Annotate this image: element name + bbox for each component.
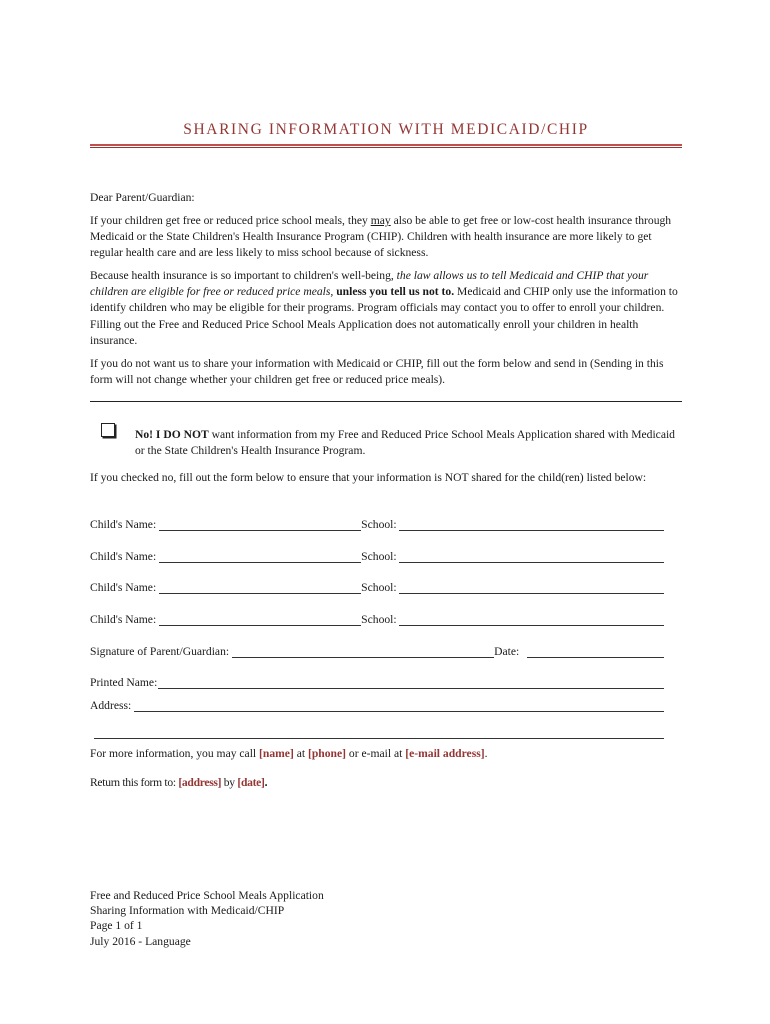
footer-line-2: Sharing Information with Medicaid/CHIP bbox=[90, 904, 285, 918]
child-name-field[interactable] bbox=[159, 551, 361, 563]
page-footer bbox=[90, 888, 490, 949]
child-name-field[interactable] bbox=[159, 519, 361, 531]
child-row-1 bbox=[90, 518, 664, 531]
footer-line-4: July 2016 - Language bbox=[90, 934, 191, 948]
paragraph-1: If your children get free or reduced price school meals, they may also be able to get free or low-cost health insurance through Medicaid or the State Children's Health Insurance Program (CHIP). Children with health insurance are more likely to get regular health care and are less likely to miss school because of sickness. bbox=[90, 214, 672, 260]
paragraph-3: If you do not want us to share your information with Medicaid or CHIP, fill out the form below and send in (Sending in this form will not change whether your children get free or reduced price meals). bbox=[90, 357, 664, 387]
address-row-2 bbox=[90, 727, 664, 739]
paragraph-2: Because health insurance is so important to children's well-being, the law allows us to tell Medicaid and CHIP that your children are eligible for free or reduced price meals, unless you tell us not to. Medicaid and CHIP only use the information to identify children who may be eligible for their programs. Program officials may contact you to offer to enroll your children. Filling out the Free and Reduced Price School Meals Application does not automatically enroll your children in health insurance. bbox=[90, 269, 678, 347]
child-row-3 bbox=[90, 581, 664, 594]
footer-line-1: Free and Reduced Price School Meals Application bbox=[90, 889, 324, 902]
contact-email-placeholder: [e-mail address] bbox=[405, 747, 485, 760]
school-field[interactable] bbox=[399, 551, 664, 563]
title-rule-thin bbox=[90, 147, 682, 148]
school-field[interactable] bbox=[399, 582, 664, 594]
school-label: School: bbox=[361, 581, 397, 594]
footer-line-3: Page 1 of 1 bbox=[90, 919, 143, 933]
school-label: School: bbox=[361, 550, 397, 563]
child-row-2 bbox=[90, 550, 664, 563]
signature-row bbox=[90, 645, 664, 658]
title-rule bbox=[90, 144, 682, 146]
school-label: School: bbox=[361, 518, 397, 531]
return-address-placeholder: [address] bbox=[178, 776, 222, 789]
school-field[interactable] bbox=[399, 519, 664, 531]
child-name-label: Child's Name: bbox=[90, 518, 157, 531]
contact-phone-placeholder: [phone] bbox=[308, 747, 347, 760]
date-field[interactable] bbox=[527, 646, 664, 658]
signature-field[interactable] bbox=[232, 646, 494, 658]
child-name-field[interactable] bbox=[159, 614, 361, 626]
child-name-label: Child's Name: bbox=[90, 581, 157, 594]
return-date-placeholder: [date] bbox=[237, 776, 265, 789]
address-label: Address: bbox=[90, 699, 132, 712]
printed-name-label: Printed Name: bbox=[90, 676, 158, 689]
page-title: SHARING INFORMATION WITH MEDICAID/CHIP bbox=[183, 121, 589, 138]
return-info: Return this form to: [address] by [date]. bbox=[90, 776, 268, 789]
child-name-field[interactable] bbox=[159, 582, 361, 594]
form-instruction: If you checked no, fill out the form below to ensure that your information is NOT shared for the child(ren) listed below: bbox=[90, 471, 647, 484]
section-divider bbox=[90, 401, 682, 402]
child-name-label: Child's Name: bbox=[90, 550, 157, 563]
child-row-4 bbox=[90, 613, 664, 626]
opt-out-label: No! I DO NOT want information from my Free and Reduced Price School Meals Application shared with Medicaid or the State Children's Health Insurance Program. bbox=[135, 428, 675, 458]
address-field[interactable] bbox=[134, 700, 664, 712]
child-name-label: Child's Name: bbox=[90, 613, 157, 626]
contact-info: For more information, you may call [name] at [phone] or e-mail at [e-mail address]. bbox=[90, 747, 488, 760]
address-field-line-2[interactable] bbox=[94, 727, 664, 739]
contact-name-placeholder: [name] bbox=[259, 747, 294, 760]
school-field[interactable] bbox=[399, 614, 664, 626]
greeting: Dear Parent/Guardian: bbox=[90, 191, 195, 204]
school-label: School: bbox=[361, 613, 397, 626]
printed-name-row bbox=[90, 676, 664, 689]
date-label: Date: bbox=[494, 645, 520, 658]
address-row bbox=[90, 699, 664, 712]
signature-label: Signature of Parent/Guardian: bbox=[90, 645, 230, 658]
opt-out-checkbox[interactable] bbox=[101, 423, 115, 437]
printed-name-field[interactable] bbox=[158, 677, 664, 689]
